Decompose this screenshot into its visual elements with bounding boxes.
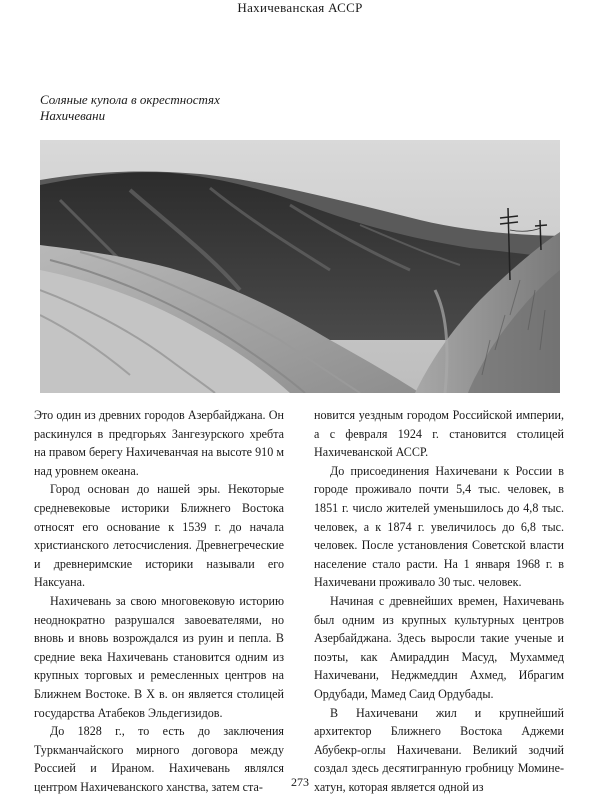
caption-line: Соляные купола в окрестностях (40, 92, 220, 107)
landscape-illustration (40, 140, 560, 393)
running-header: Нахичеванская АССР (237, 0, 363, 15)
paragraph: Нахичевань за свою многовековую историю неоднократно разрушался завоевателями, но вновь и вновь возрождался из руин и пепла. В средние века Нахичевань становится одним из крупных торговых и ремесленных центров на Ближнем Востоке. В X в. он является столицей государства Атабеков Эльдегизидов. (34, 593, 284, 720)
photo-caption (40, 92, 340, 124)
salt-domes-photo (40, 140, 560, 393)
paragraph: Это один из древних городов Азербайджана. Он раскинулся в предгорьях Зангезурского хребта на правом берегу Нахичеванчая на высоте 910 м над уровнем океана. (34, 408, 284, 478)
page-number: 273 (291, 775, 309, 789)
paragraph: Город основан до нашей эры. Некоторые средневековые историки Ближнего Востока относят его основание к 1539 г. до начала христианского летосчисления. Древнегреческие и древнеримские историки называли его Наксуана. (34, 482, 284, 590)
paragraph: До 1828 г., то есть до заключения Туркманчайского мирного договора между Россией и Ираном. Нахичевань являлся центром Нахичеванского ханства, затем ста- (34, 724, 284, 794)
caption-line: Нахичевани (40, 108, 106, 123)
paragraph: новится уездным городом Российской империи, а с февраля 1924 г. становится столицей Нахичеванской АССР. (314, 408, 564, 460)
paragraph: Начиная с древнейших времен, Нахичевань был одним из крупных культурных центров Азербайджана. Здесь выросли такие ученые и поэты, как Амираддин Масуд, Мухаммед Нахичевани, Неджмеддин Ахмед, Ибрагим Ордубади, Мамед Саид Ордубады. (314, 593, 564, 701)
left-text-column (34, 406, 284, 796)
paragraph: До присоединения Нахичевани к России в городе проживало почти 5,4 тыс. человек, в 1851 г. число жителей уменьшилось до 4,8 тыс. человек, а к 1874 г. увеличилось до 6,8 тыс. человек. После установления Советской власти население стало расти. На 1 января 1968 г. в Нахичевани проживало 30 тыс. человек. (314, 463, 564, 590)
right-text-column (314, 406, 564, 796)
paragraph: В Нахичевани жил и крупнейший архитектор Ближнего Востока Аджеми Абубекр-оглы Нахичевани. Великий зодчий создал здесь десятигранную гробницу Момине-хатун, которая является одной из (314, 705, 564, 794)
